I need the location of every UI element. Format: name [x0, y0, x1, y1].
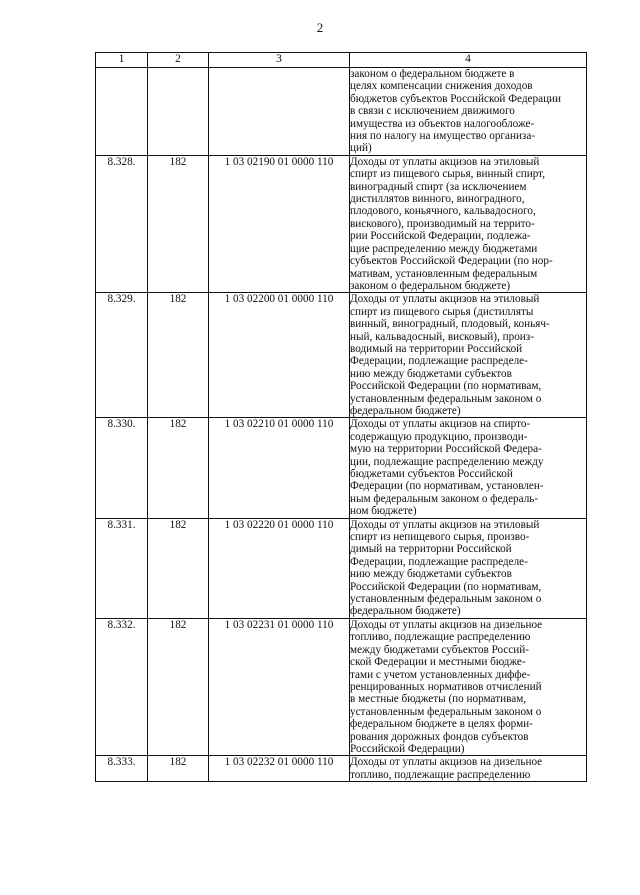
continuation-description: [350, 68, 587, 156]
description-line: бюджетами субъектов Российской: [350, 468, 513, 480]
continuation-code-cell: [209, 68, 350, 156]
row-number: 8.331.: [96, 518, 148, 618]
description-line: топливо, подлежащие распределению: [350, 631, 531, 644]
administrator-code: 182: [148, 418, 209, 518]
income-description: [350, 618, 587, 755]
row-number: 8.333.: [96, 756, 148, 782]
table-row: [96, 293, 587, 418]
description-line: ном бюджете): [350, 505, 417, 518]
description-line: федеральном бюджете): [350, 605, 461, 618]
administrator-code: 182: [148, 618, 209, 755]
budget-classification-code: 1 03 02200 01 0000 110: [209, 293, 350, 418]
description-line: дистиллятов винного, виноградного,: [350, 193, 525, 206]
description-line: между бюджетами субъектов Россий-: [350, 643, 530, 656]
description-line: Доходы от уплаты акцизов на дизельное: [350, 618, 543, 631]
description-line: нию между бюджетами субъектов: [350, 367, 512, 380]
description-line: законом о федеральном бюджете): [350, 279, 511, 292]
description-line: мую на территории Российской Федера-: [350, 443, 542, 456]
description-line: законом о федеральном бюджете в: [350, 68, 515, 80]
description-line: субъектов Российской Федерации (по нор-: [350, 255, 553, 268]
description-line: бюджетов субъектов Российской Федерации: [350, 92, 562, 105]
description-line: рии Российской Федерации, подлежа-: [350, 230, 531, 243]
description-line: спирт из непищевого сырья, произво-: [350, 531, 530, 544]
income-description: [350, 293, 587, 418]
description-line: спирт из пищевого сырья (дистилляты: [350, 305, 534, 318]
budget-codes-table: [95, 52, 587, 782]
income-description: [350, 155, 587, 292]
administrator-code: 182: [148, 756, 209, 782]
description-line: установленным федеральным законом о: [350, 593, 542, 606]
description-line: Доходы от уплаты акцизов на этиловый: [350, 518, 540, 531]
description-line: Доходы от уплаты акцизов на этиловый: [350, 155, 540, 168]
description-line: федеральном бюджете): [350, 404, 461, 417]
page-number: 2: [316, 20, 324, 35]
description-line: Федерации, подлежащие распределе-: [350, 555, 528, 568]
description-line: щие распределению между бюджетами: [350, 242, 538, 255]
row-number: 8.330.: [96, 418, 148, 518]
administrator-code: 182: [148, 518, 209, 618]
header-col-1: 1: [96, 53, 148, 68]
description-line: ции, подлежащие распределению между: [350, 455, 544, 468]
description-line: Доходы от уплаты акцизов на этиловый: [350, 293, 540, 306]
description-line: Российской Федерации): [350, 742, 465, 755]
description-line: ный, кальвадосный, висковый), произ-: [350, 330, 534, 343]
administrator-code: 182: [148, 155, 209, 292]
continuation-row: [96, 68, 587, 156]
header-col-3: 3: [209, 53, 350, 68]
description-line: водимый на территории Российской: [350, 342, 523, 355]
description-line: содержащую продукцию, производи-: [350, 430, 528, 443]
table-row: [96, 756, 587, 782]
description-line: виноградный спирт (за исключением: [350, 180, 527, 193]
budget-classification-code: 1 03 02231 01 0000 110: [209, 618, 350, 755]
description-line: тами с учетом установленных диффе-: [350, 668, 531, 681]
description-line: ций): [350, 142, 372, 155]
table-header-row: [96, 53, 587, 68]
description-line: Доходы от уплаты акцизов на спирто-: [350, 418, 531, 431]
continuation-num-cell: [96, 68, 148, 156]
description-line: Российской Федерации (по нормативам,: [350, 380, 542, 393]
income-description: [350, 418, 587, 518]
budget-classification-code: 1 03 02190 01 0000 110: [209, 155, 350, 292]
description-line: установленным федеральным законом о: [350, 392, 542, 405]
table-row: [96, 155, 587, 292]
description-line: рования дорожных фондов субъектов: [350, 730, 529, 743]
description-line: целях компенсации снижения доходов: [350, 80, 533, 93]
budget-classification-code: 1 03 02232 01 0000 110: [209, 756, 350, 782]
income-description: [350, 756, 587, 782]
budget-classification-code: 1 03 02220 01 0000 110: [209, 518, 350, 618]
header-col-4: 4: [350, 53, 587, 68]
description-line: нию между бюджетами субъектов: [350, 568, 512, 581]
table-row: [96, 418, 587, 518]
description-line: в связи с исключением движимого: [350, 105, 515, 118]
description-line: спирт из пищевого сырья, винный спирт,: [350, 168, 546, 181]
description-line: Российской Федерации (по нормативам,: [350, 580, 542, 593]
description-line: ренцированных нормативов отчислений: [350, 680, 542, 693]
description-line: ным федеральным законом о федераль-: [350, 492, 539, 505]
continuation-admin-cell: [148, 68, 209, 156]
income-description: [350, 518, 587, 618]
description-line: вискового), производимый на террито-: [350, 217, 535, 230]
description-line: димый на территории Российской: [350, 543, 512, 556]
budget-classification-code: 1 03 02210 01 0000 110: [209, 418, 350, 518]
description-line: Федерации, подлежащие распределе-: [350, 355, 528, 368]
table-row: [96, 618, 587, 755]
description-line: ской Федерации и местными бюдже-: [350, 656, 526, 669]
table-row: [96, 518, 587, 618]
description-line: имущества из объектов налогообложе-: [350, 117, 535, 130]
row-number: 8.329.: [96, 293, 148, 418]
row-number: 8.328.: [96, 155, 148, 292]
header-col-2: 2: [148, 53, 209, 68]
description-line: топливо, подлежащие распределению: [350, 768, 531, 781]
description-line: в местные бюджеты (по нормативам,: [350, 693, 527, 706]
description-line: плодового, коньячного, кальвадосного,: [350, 205, 536, 218]
description-line: федеральном бюджете в целях форми-: [350, 718, 533, 731]
description-line: установленным федеральным законом о: [350, 705, 542, 718]
administrator-code: 182: [148, 293, 209, 418]
description-line: мативам, установленным федеральным: [350, 267, 538, 280]
description-line: Федерации (по нормативам, установлен-: [350, 480, 544, 493]
description-line: Доходы от уплаты акцизов на дизельное: [350, 756, 543, 769]
description-line: ния по налогу на имущество организа-: [350, 130, 536, 143]
row-number: 8.332.: [96, 618, 148, 755]
description-line: винный, виноградный, плодовый, коньяч-: [350, 318, 550, 331]
